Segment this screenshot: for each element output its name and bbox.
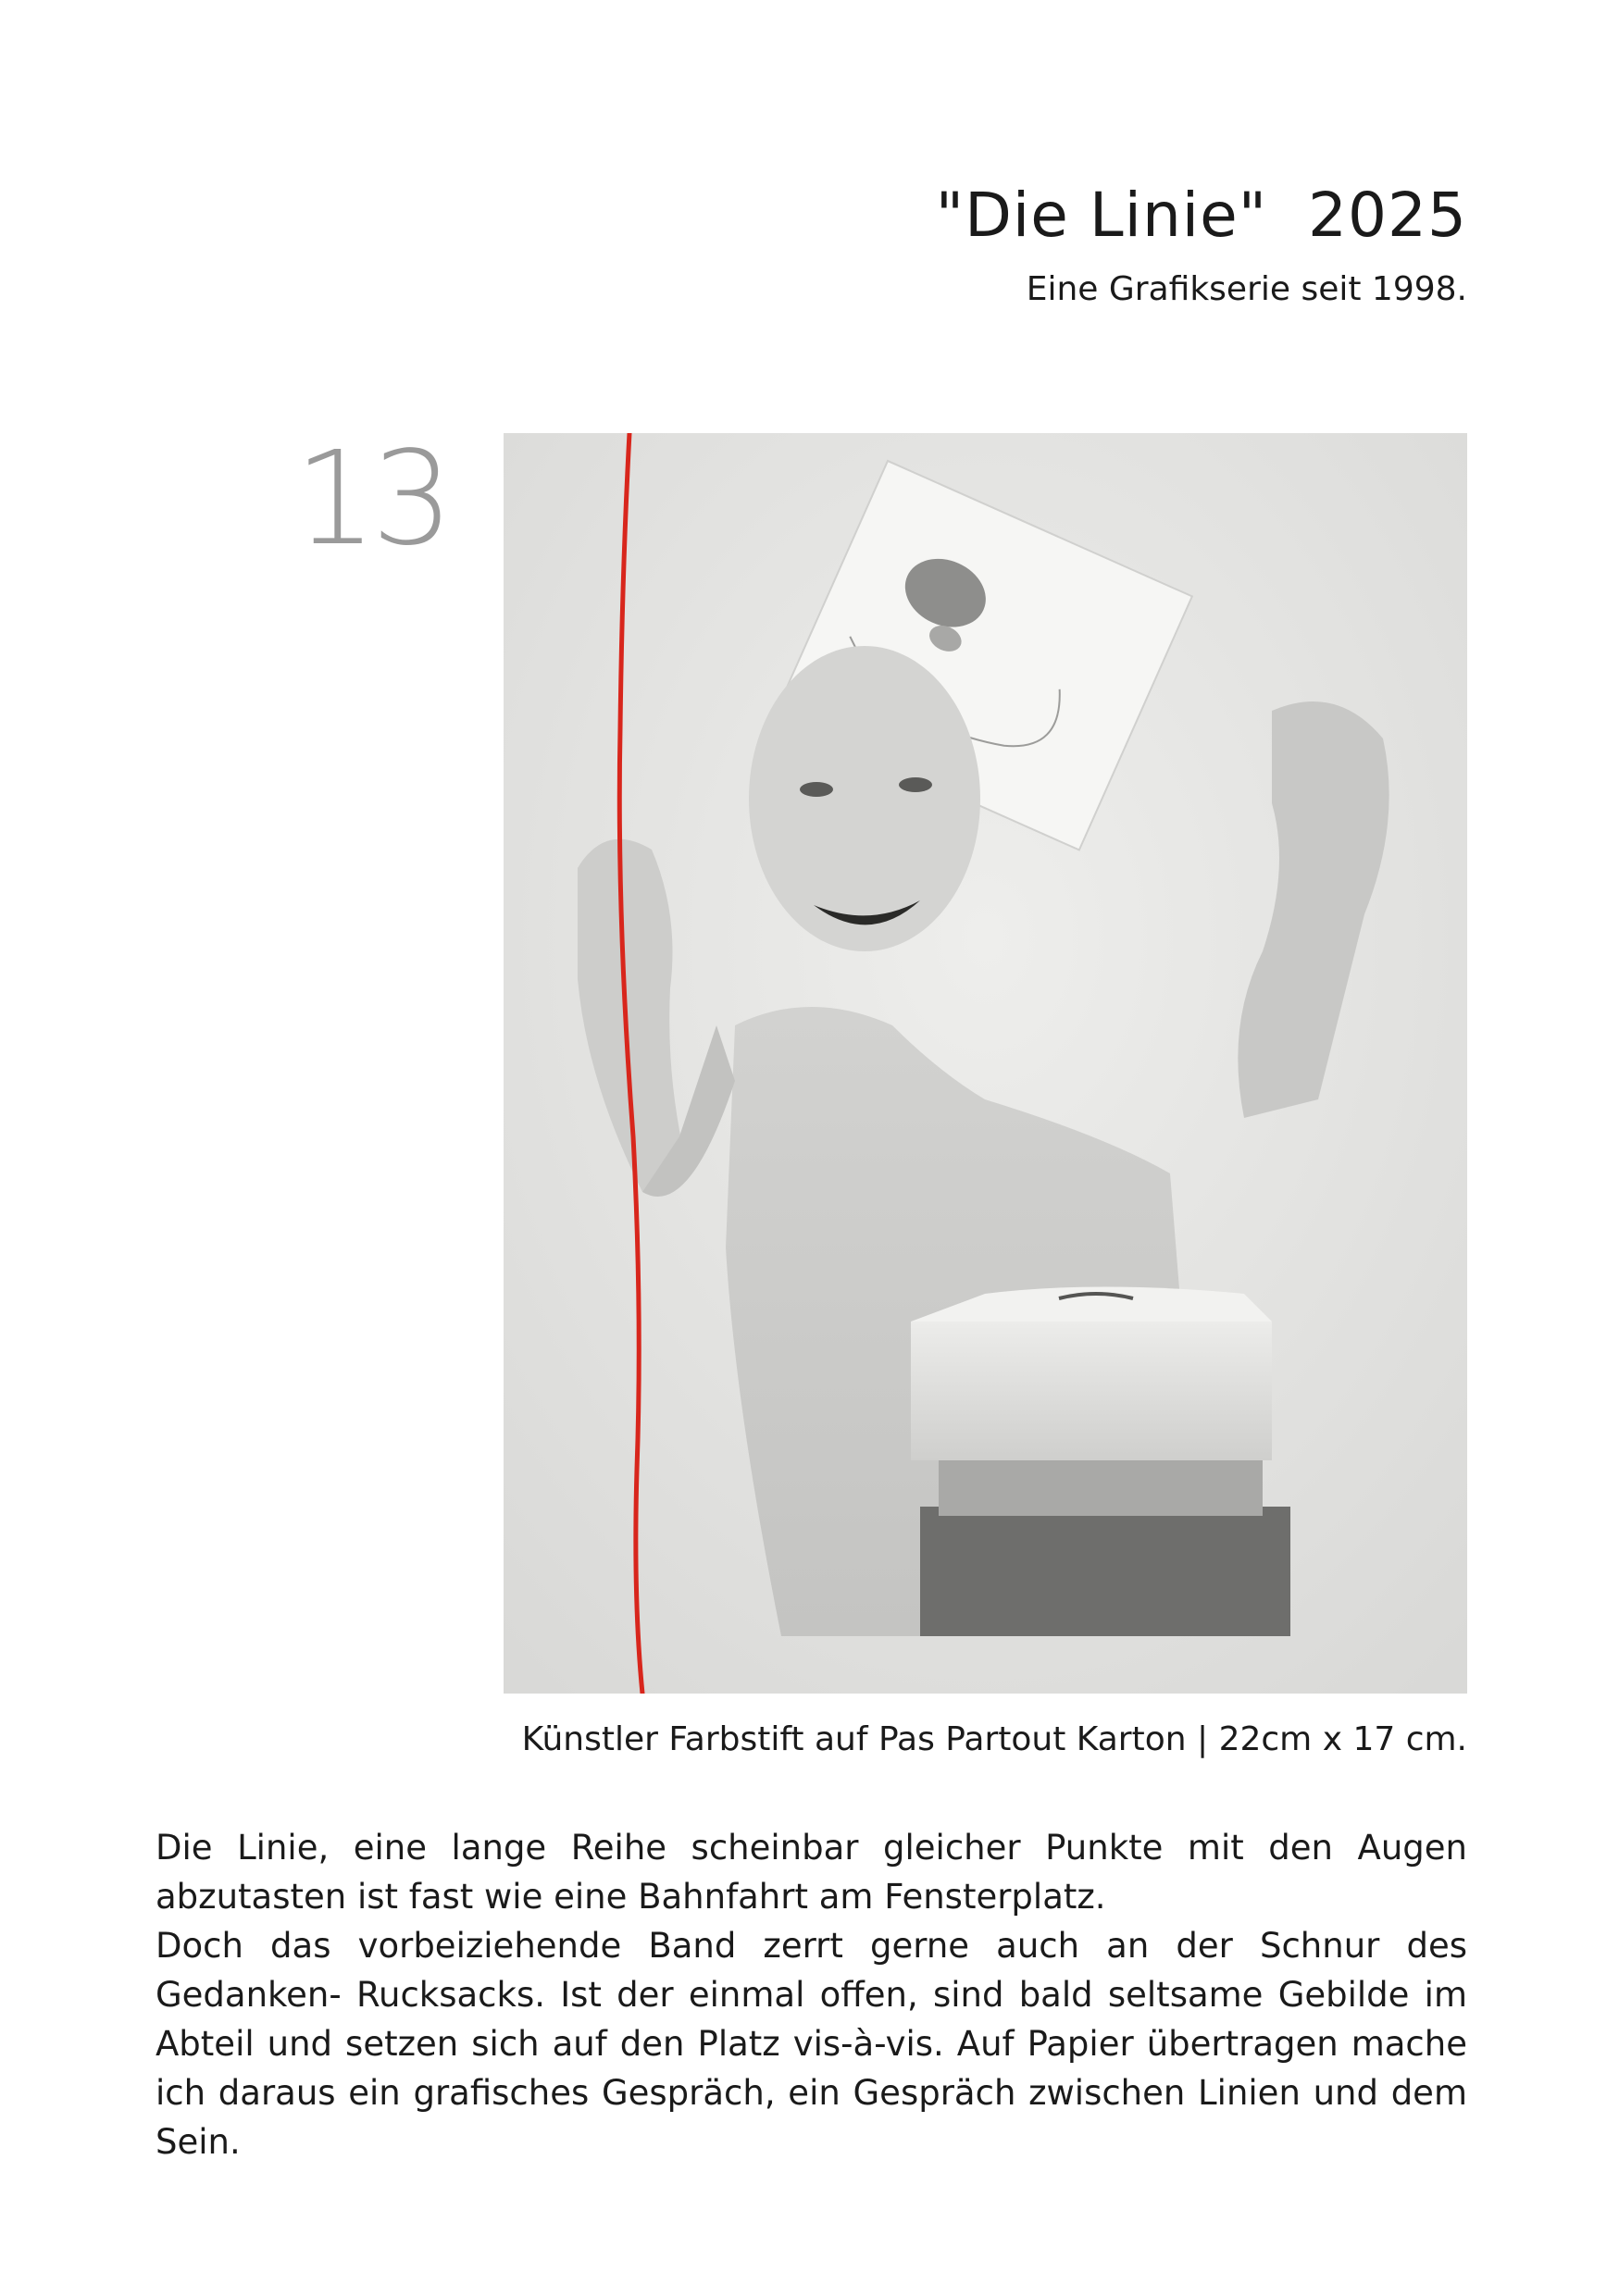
body-text xyxy=(156,1823,1467,2166)
body-paragraph: Doch das vorbeiziehende Band zerrt gerne auch an der Schnur des Gedanken- Rucksacks. Ist der einmal offen, sind bald seltsame Gebilde im Abteil und setzen sich auf den Platz vis-à-vis. Auf Papier übertragen mache ich daraus ein grafisches Gespräch, ein Gespräch zwischen Linien und dem Sein. xyxy=(156,1926,1467,2162)
book-stack xyxy=(911,1287,1290,1637)
page-number: 13 xyxy=(294,424,449,575)
figure-head xyxy=(749,646,980,951)
artwork-caption: Künstler Farbstift auf Pas Partout Karton | 22cm x 17 cm. xyxy=(521,1720,1467,1758)
artwork-image xyxy=(504,433,1467,1694)
page-title: "Die Linie" 2025 xyxy=(935,180,1467,251)
body-paragraph: Die Linie, eine lange Reihe scheinbar gleicher Punkte mit den Augen abzutasten ist fast wie eine Bahnfahrt am Fensterplatz. xyxy=(156,1828,1467,1917)
page-subtitle: Eine Grafikserie seit 1998. xyxy=(1026,270,1467,308)
